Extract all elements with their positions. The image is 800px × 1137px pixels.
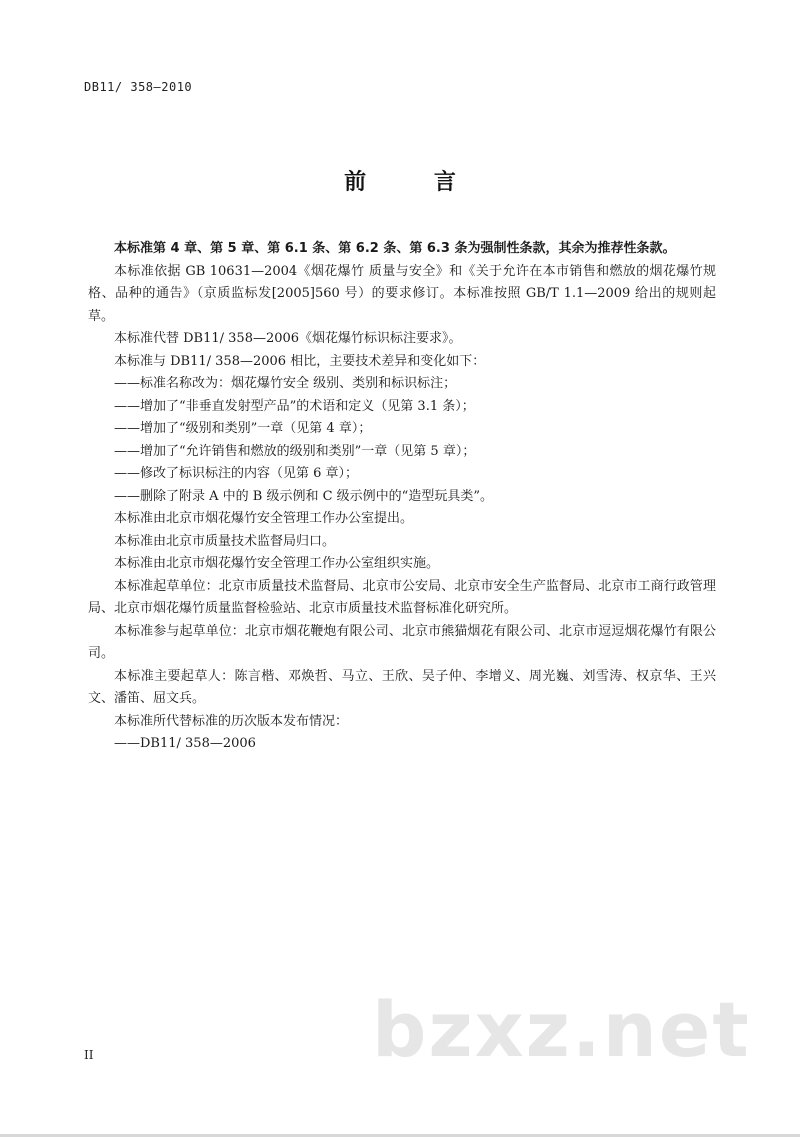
page-number: II	[84, 1048, 94, 1062]
watermark-logo: bzxz.net	[372, 985, 751, 1074]
page-title: 前 言	[344, 170, 486, 195]
participating-units-paragraph: 本标准参与起草单位：北京市烟花鞭炮有限公司、北京市熊猫烟花有限公司、北京市逗逗烟花爆竹有限公司。	[88, 623, 716, 661]
preface-body	[88, 238, 716, 756]
history-item: ——DB11/ 358—2006	[114, 736, 256, 751]
basis-paragraph: 本标准依据 GB 10631—2004《烟花爆竹 质量与安全》和《关于允许在本市销售和燃放的烟花爆竹规格、品种的通告》（京质监标发[2005]560 号）的要求修订。本标准按照 GB/T 1.1—2009 给出的规则起草。	[88, 263, 716, 324]
mandatory-clause-statement: 本标准第 4 章、第 5 章、第 6.1 条、第 6.2 条、第 6.3 条为强制性条款，其余为推荐性条款。	[114, 241, 676, 256]
change-item: ——修改了标识标注的内容（见第 6 章）；	[114, 466, 359, 481]
implementation-paragraph: 本标准由北京市烟花爆竹安全管理工作办公室组织实施。	[114, 556, 440, 571]
changes-intro: 本标准与 DB11/ 358—2006 相比，主要技术差异和变化如下：	[114, 353, 486, 369]
centralized-paragraph: 本标准由北京市质量技术监督局归口。	[114, 533, 336, 549]
change-item: ——增加了“非垂直发射型产品”的术语和定义（见第 3.1 条）；	[114, 398, 475, 414]
history-intro: 本标准所代替标准的历次版本发布情况：	[114, 713, 349, 729]
drafting-units-paragraph: 本标准起草单位：北京市质量技术监督局、北京市公安局、北京市安全生产监督局、北京市工商行政管理局、北京市烟花爆竹质量监督检验站、北京市质量技术监督标准化研究所。	[88, 578, 716, 616]
standard-code: DB11/ 358—2010	[84, 80, 193, 94]
change-item: ——标准名称改为：烟花爆竹安全 级别、类别和标识标注；	[114, 376, 457, 391]
drafters-paragraph: 本标准主要起草人：陈言楷、邓焕哲、马立、王欣、吴子仲、李增义、周光巍、刘雪涛、权京华、王兴文、潘笛、屈文兵。	[88, 668, 716, 706]
change-item: ——增加了“级别和类别”一章（见第 4 章）；	[114, 421, 372, 436]
change-item: ——增加了“允许销售和燃放的级别和类别”一章（见第 5 章）；	[114, 443, 476, 459]
replaces-paragraph: 本标准代替 DB11/ 358—2006《烟花爆竹标识标注要求》。	[114, 331, 462, 346]
change-item: ——删除了附录 A 中的 B 级示例和 C 级示例中的“造型玩具类”。	[114, 488, 493, 504]
proposer-paragraph: 本标准由北京市烟花爆竹安全管理工作办公室提出。	[114, 511, 414, 526]
